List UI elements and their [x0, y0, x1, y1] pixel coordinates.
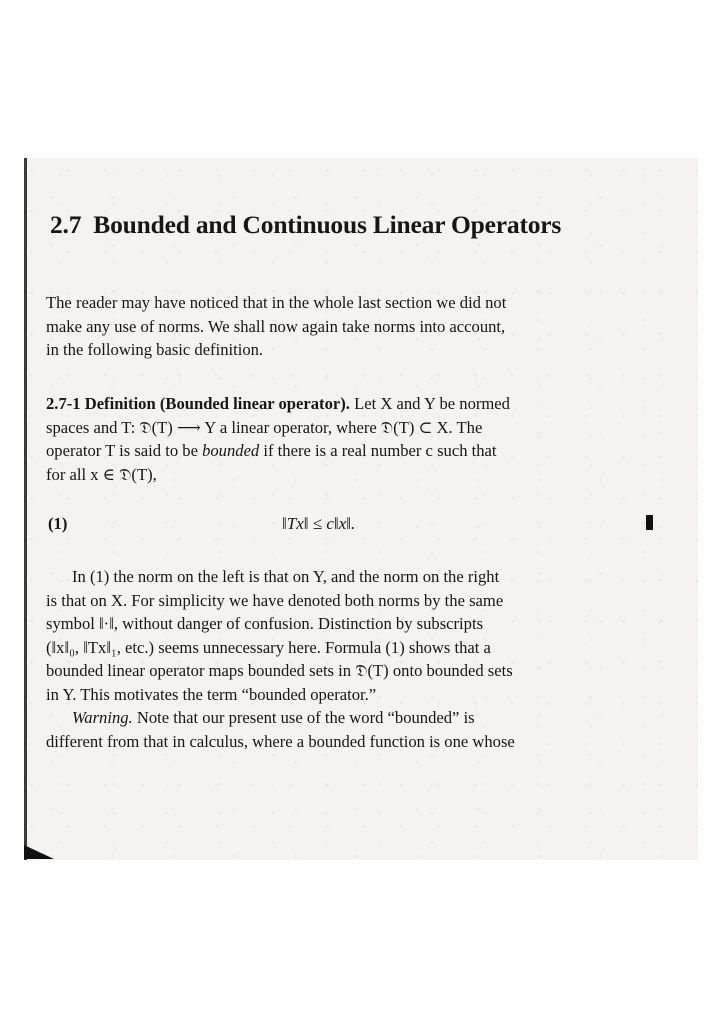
section-number: 2.7 [50, 210, 82, 239]
definition-line: spaces and T: 𝔇(T) ⟶ Y a linear operator, where 𝔇(T) ⊂ X. The [46, 417, 483, 437]
warning-text: Note that our present use of the word “bounded” is [136, 708, 475, 727]
definition-line [46, 392, 510, 416]
definition-paragraph [46, 392, 510, 486]
corner-mark [24, 845, 54, 859]
warning-line [46, 706, 515, 730]
end-of-definition-mark [646, 515, 653, 530]
section-title: Bounded and Continuous Linear Operators [93, 210, 562, 239]
page-scan [24, 158, 698, 860]
definition-label: 2.7-1 Definition (Bounded linear operator). [46, 394, 350, 413]
remark-line: in Y. This motivates the term “bounded operator.” [46, 684, 377, 704]
intro-line: make any use of norms. We shall now again take norms into account, [46, 316, 506, 336]
definition-text: operator T is said to be [46, 441, 203, 460]
intro-paragraph [46, 291, 506, 362]
section-heading [50, 210, 561, 240]
definition-text: Let X and Y be normed [354, 394, 510, 413]
warning-label: Warning. [72, 708, 133, 727]
remark-line: symbol ‖·‖, without danger of confusion. Distinction by subscripts [46, 614, 484, 633]
definition-text: if there is a real number c such that [259, 441, 497, 460]
equation-label: (1) [48, 514, 68, 533]
remark-line: bounded linear operator maps bounded sets in 𝔇(T) onto bounded sets [46, 661, 513, 680]
bounded-term: bounded [202, 441, 260, 460]
warning-line: different from that in calculus, where a bounded function is one whose [46, 731, 515, 751]
definition-line: for all x ∈ 𝔇(T), [46, 464, 157, 484]
remark-line: is that on X. For simplicity we have denoted both norms by the same [46, 590, 504, 610]
binding-edge [24, 158, 27, 860]
remark-line: (‖x‖₀, ‖Tx‖₁, etc.) seems unnecessary here. Formula (1) shows that a [46, 637, 491, 657]
remark-paragraph [46, 565, 515, 753]
equation-body: ‖Tx‖ ≤ c‖x‖. [282, 514, 356, 533]
intro-line: The reader may have noticed that in the whole last section we did not [46, 293, 507, 312]
intro-line: in the following basic definition. [46, 340, 264, 359]
remark-line: In (1) the norm on the left is that on Y, and the norm on the right [72, 567, 500, 586]
definition-line [46, 439, 510, 463]
